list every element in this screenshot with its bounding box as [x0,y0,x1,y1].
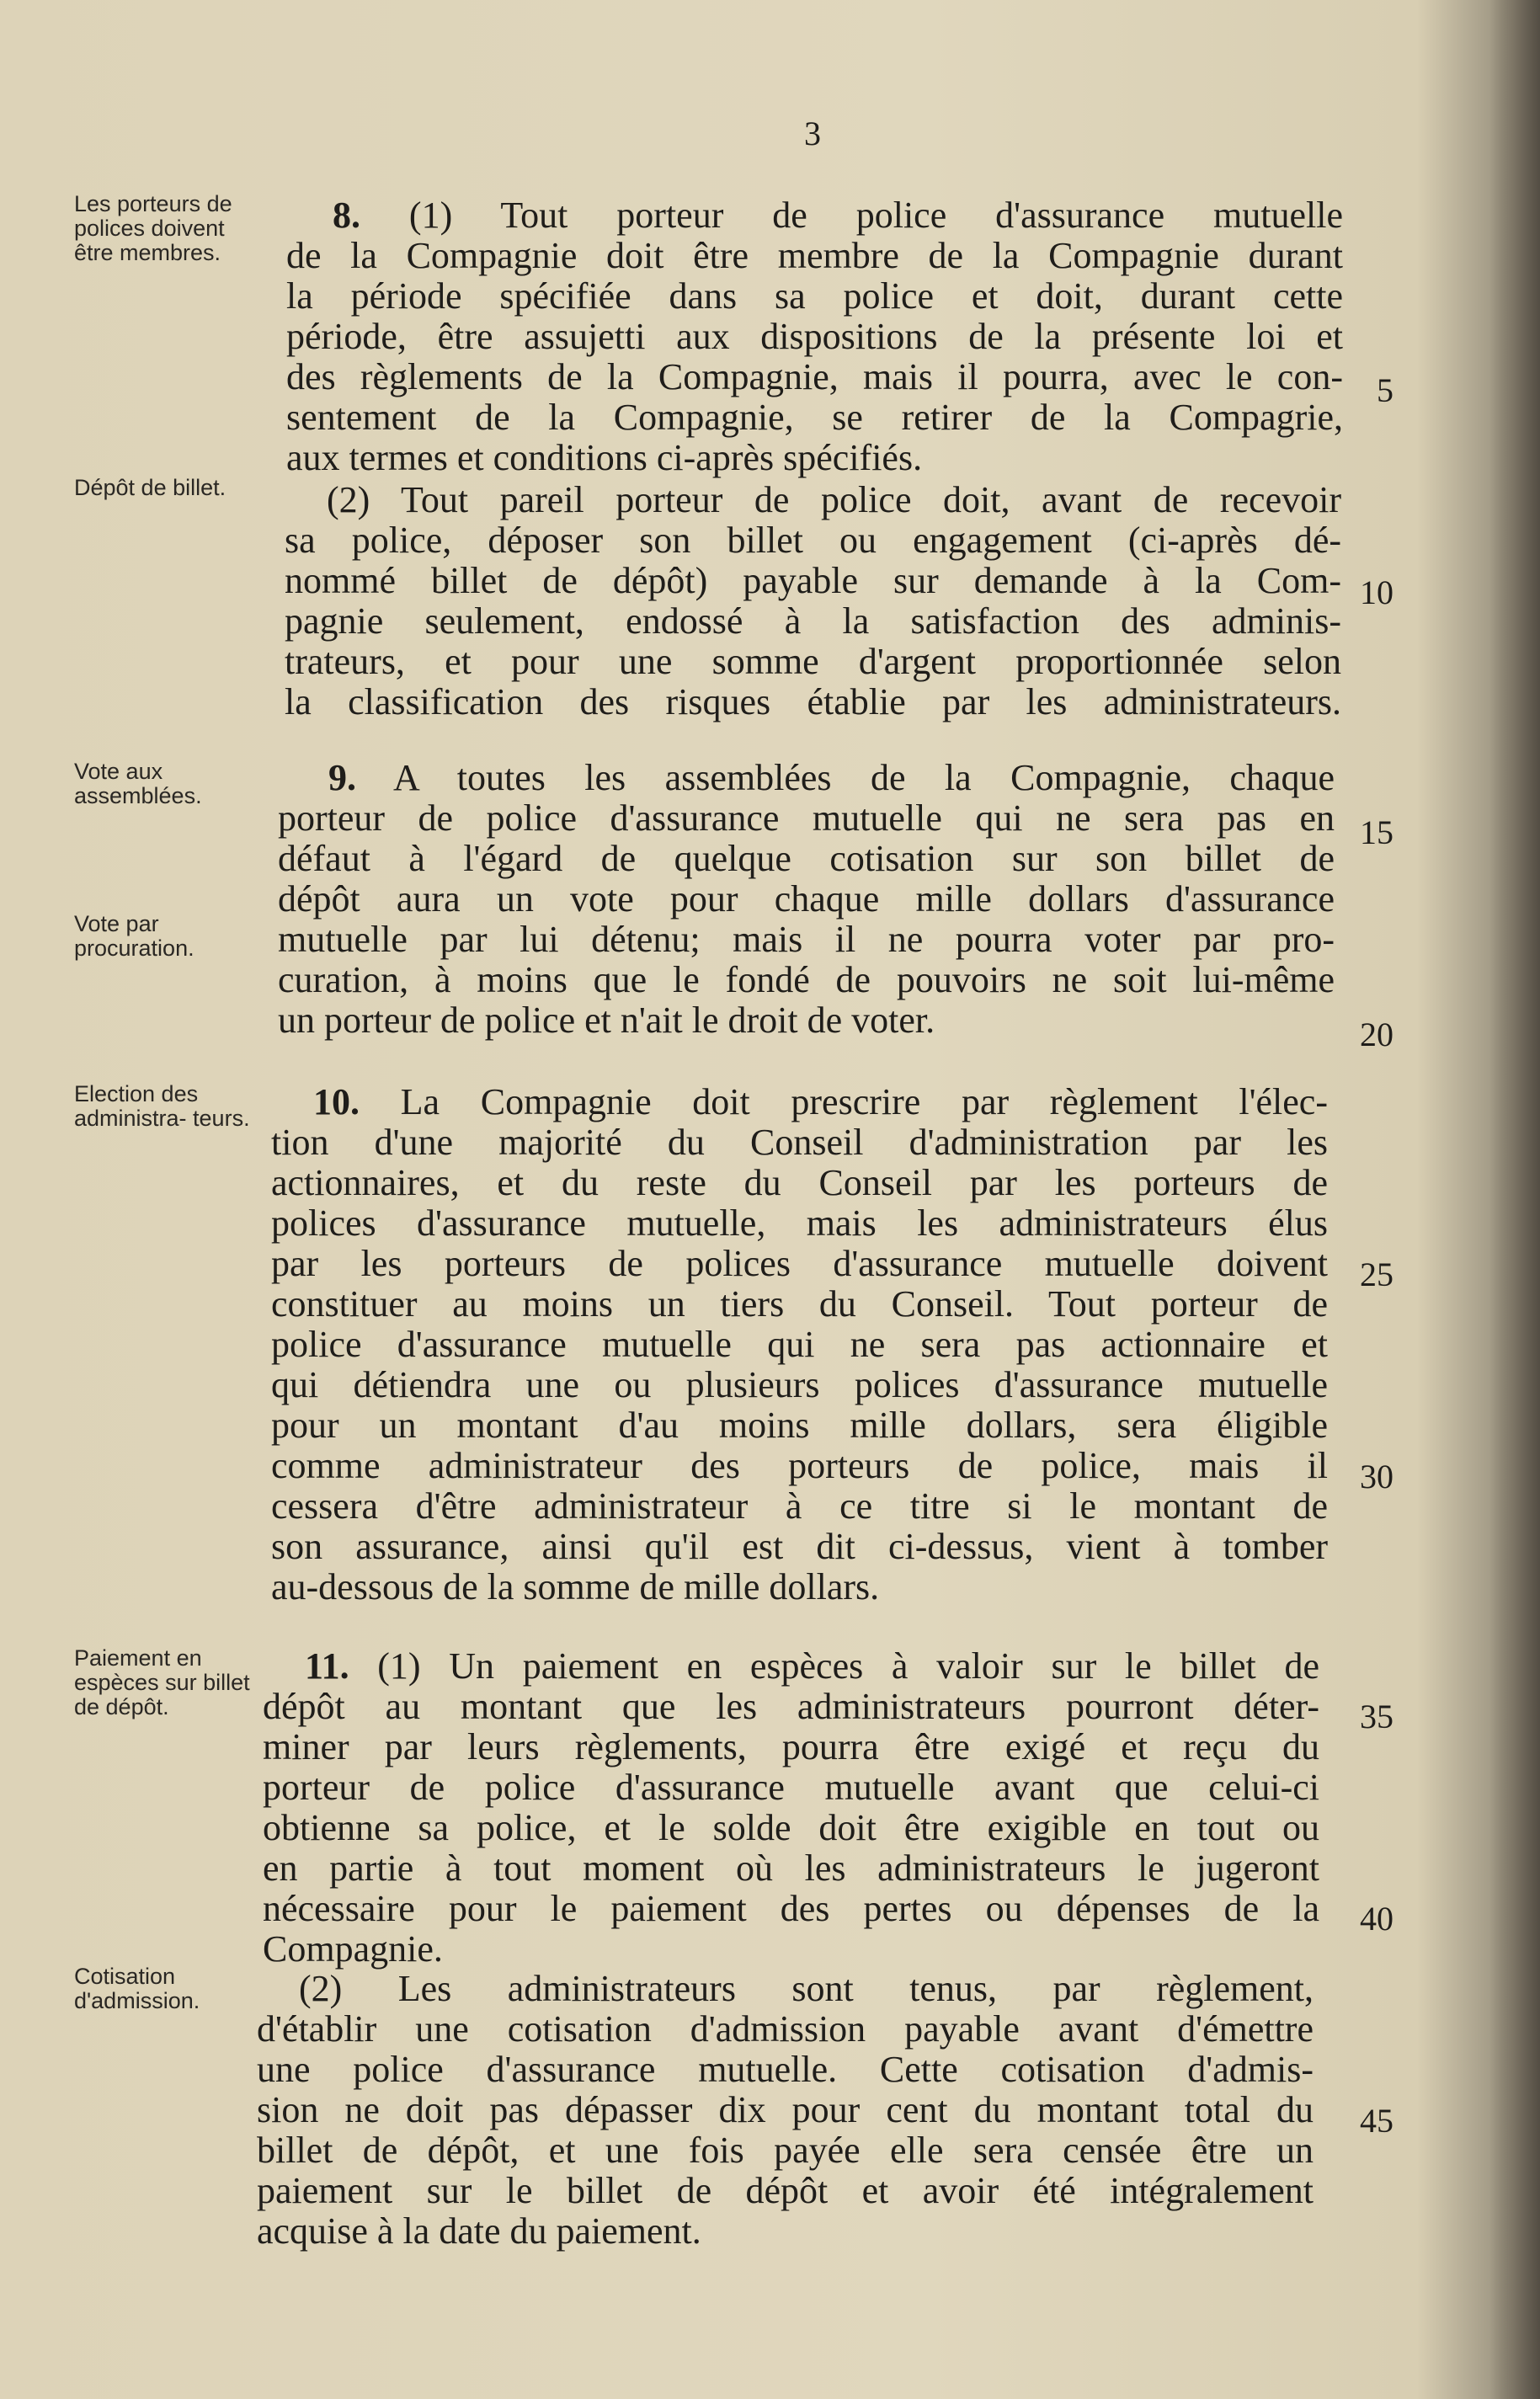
section-11-paragraph-2 [257,1969,1314,2252]
text-line: dépôt aura un vote pour chaque mille dollars d'assurance [278,878,1335,920]
text-line: aux termes et conditions ci-après spécifiés. [286,437,923,478]
line-number: 30 [1360,1458,1393,1495]
text-line: mutuelle par lui détenu; mais il ne pourra voter par pro- [278,919,1335,960]
text-line: nécessaire pour le paiement des pertes ou dépenses de la [263,1888,1319,1929]
section-number: 10. [313,1081,360,1122]
margin-note-paiement: Paiement en espèces sur billet de dépôt. [74,1645,250,1719]
text-line: sion ne doit pas dépasser dix pour cent du montant total du [257,2089,1314,2130]
text-line: Compagnie. [263,1928,443,1970]
text-line: au-dessous de la somme de mille dollars. [271,1566,880,1607]
line-number: 40 [1360,1900,1393,1938]
line-number: 20 [1360,1016,1393,1053]
text-line: acquise à la date du paiement. [257,2210,701,2252]
text-line: en partie à tout moment où les administrateurs le jugeront [263,1847,1319,1889]
text-line: porteur de police d'assurance mutuelle qui ne sera pas en [278,797,1335,839]
text-line: dépôt au montant que les administrateurs pourront déter- [263,1686,1319,1727]
section-10-paragraph [271,1082,1328,1607]
text-line: porteur de police d'assurance mutuelle avant que celui-ci [263,1767,1319,1808]
text-line: des règlements de la Compagnie, mais il pourra, avec le con- [286,356,1343,397]
margin-note-cotisation: Cotisation d'admission. [74,1964,200,2013]
section-9-paragraph [278,758,1335,1041]
margin-note-depot-billet: Dépôt de billet. [74,475,226,500]
text-line: par les porteurs de polices d'assurance mutuelle doivent [271,1243,1328,1284]
text-line: sentement de la Compagnie, se retirer de la Compagrie, [286,397,1343,438]
text-line: la période spécifiée dans sa police et doit, durant cette [286,275,1343,317]
page-number: 3 [804,115,821,152]
text-line: actionnaires, et du reste du Conseil par les porteurs de [271,1162,1328,1203]
text-line: 10. La Compagnie doit prescrire par règlement l'élec- [313,1081,1328,1122]
line-number: 45 [1360,2102,1393,2140]
section-11-paragraph-1 [263,1646,1319,1970]
text-line: défaut à l'égard de quelque cotisation sur son billet de [278,838,1335,879]
text-line: polices d'assurance mutuelle, mais les administrateurs élus [271,1202,1328,1244]
text-line: constituer au moins un tiers du Conseil. Tout porteur de [271,1283,1328,1325]
margin-note-vote-procuration: Vote par procuration. [74,911,194,961]
text-line: obtienne sa police, et le solde doit être exigible en tout ou [263,1807,1319,1848]
text-line: 8. (1) Tout porteur de police d'assurance mutuelle [333,195,1343,236]
text-line: (2) Tout pareil porteur de police doit, avant de recevoir [327,479,1341,520]
text-line: qui détiendra une ou plusieurs polices d'assurance mutuelle [271,1364,1328,1405]
text-line: miner par leurs règlements, pourra être exigé et reçu du [263,1726,1319,1767]
margin-note-election: Election des administra- teurs. [74,1081,250,1131]
text-line: sa police, déposer son billet ou engagement (ci-après dé- [285,520,1341,561]
line-number: 10 [1360,573,1393,611]
text-line: nommé billet de dépôt) payable sur demande à la Com- [285,560,1341,601]
text-line: cessera d'être administrateur à ce titre si le montant de [271,1485,1328,1527]
section-number: 9. [328,757,356,798]
text-line: (2) Les administrateurs sont tenus, par règlement, [299,1968,1314,2009]
line-number: 35 [1360,1698,1393,1735]
line-number: 5 [1377,371,1393,409]
text-line: paiement sur le billet de dépôt et avoir été intégralement [257,2170,1314,2211]
text-line: d'établir une cotisation d'admission payable avant d'émettre [257,2008,1314,2050]
text-line: son assurance, ainsi qu'il est dit ci-dessus, vient à tomber [271,1526,1328,1567]
text-line: 11. (1) Un paiement en espèces à valoir sur le billet de [305,1645,1319,1687]
text-line: tion d'une majorité du Conseil d'administration par les [271,1122,1328,1163]
text-line: trateurs, et pour une somme d'argent proportionnée selon [285,641,1341,682]
text-line: 9. A toutes les assemblées de la Compagnie, chaque [328,757,1335,798]
text-line: une police d'assurance mutuelle. Cette cotisation d'admis- [257,2049,1314,2090]
text-line: police d'assurance mutuelle qui ne sera pas actionnaire et [271,1324,1328,1365]
margin-note-vote-assemblees: Vote aux assemblées. [74,759,202,808]
text-line: billet de dépôt, et une fois payée elle sera censée être un [257,2130,1314,2171]
section-8-paragraph-2 [285,480,1341,722]
text-line: pagnie seulement, endossé à la satisfaction des adminis- [285,600,1341,642]
section-number: 8. [333,195,360,236]
text-line: la classification des risques établie par les administrateurs. [285,681,1341,722]
text-line: période, être assujetti aux dispositions de la présente loi et [286,316,1343,357]
text-line: curation, à moins que le fondé de pouvoirs ne soit lui-même [278,959,1335,1000]
text-line: un porteur de police et n'ait le droit de voter. [278,1000,935,1041]
section-number: 11. [305,1645,349,1687]
text-line: pour un montant d'au moins mille dollars, sera éligible [271,1405,1328,1446]
text-line: de la Compagnie doit être membre de la Compagnie durant [286,235,1343,276]
margin-note-membres: Les porteurs de polices doivent être membres. [74,191,232,265]
line-number: 15 [1360,813,1393,851]
section-8-paragraph-1 [286,195,1343,478]
text-line: comme administrateur des porteurs de police, mais il [271,1445,1328,1486]
book-spine-shadow [1489,0,1540,2399]
line-number: 25 [1360,1255,1393,1293]
